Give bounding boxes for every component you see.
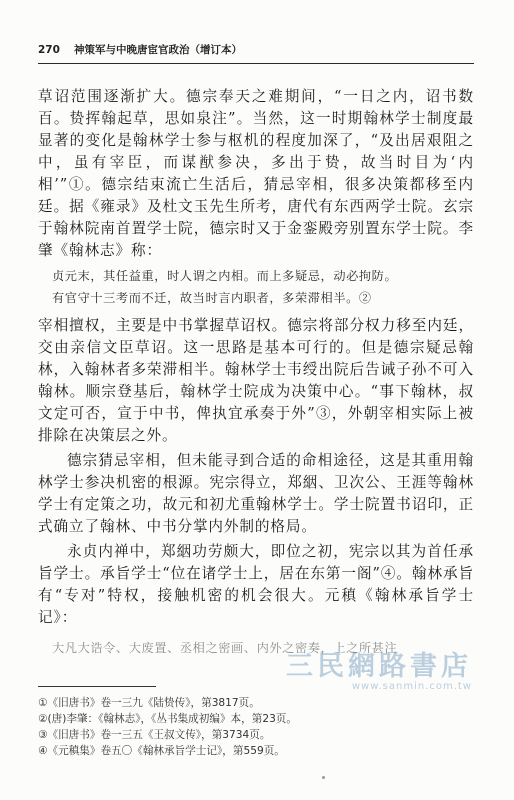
main-text [38, 86, 474, 659]
footnotes [38, 695, 474, 759]
bookstore-watermark [286, 644, 472, 692]
running-header [38, 42, 478, 57]
header-rule [38, 63, 474, 64]
print-speck [322, 776, 325, 779]
page-number: 270 [38, 44, 60, 56]
paragraph-4: 永贞内禅中，郑絪功劳颇大，即位之初，宪宗以其为首任承旨学士。承旨学士“位在诸学士上，居在东第一阁”④。翰林承旨有“专对”特权，接触机密的机会很大。元稹《翰林承旨学士记》： [38, 543, 474, 626]
watermark-url: www.sanmin.com.tw [351, 681, 472, 692]
footnote-divider [38, 686, 156, 687]
paragraph-1: 草诏范围逐渐扩大。德宗奉天之难期间，“一日之内，诏书数百。贽挥翰起草，思如泉注”。当然，这一时期翰林学士制度最显著的变化是翰林学士参与枢机的程度加深了，“及出居艰阻之中，虽有宰臣，而谋猷参决，多出于贽，故当时目为‘内相’”①。德宗结束流亡生活后，猜忌宰相，很多决策都移至内廷。据《雍录》及杜文玉先生所考，唐代有东西两学士院。玄宗于翰林院南首置学士院，德宗时又于金銮殿旁别置东学士院。李肇《翰林志》称： [38, 88, 474, 259]
footnote-3: ③《旧唐书》卷一三五《王叔文传》，第3734页。 [38, 729, 271, 741]
footnote-2: ②(唐)李肇：《翰林志》，《丛书集成初编》本，第23页。 [38, 713, 297, 725]
paragraph-2: 宰相擅权，主要是中书掌握草诏权。德宗将部分权力移至内廷，交由亲信文臣草诏。这一思路是基本可行的。但是德宗疑忌翰林，入翰林者多荣滞相半。翰林学士韦绶出院后告诫子孙不可入翰林。顺宗登基后，翰林学士院成为决策中心。“事下翰林，叔文定可否，宣于中书，俾执宜承奏于外”③，外朝宰相实际上被排除在决策层之外。 [38, 317, 474, 444]
watermark-logo-text: 三民網路書店 [286, 651, 472, 682]
footnote-4: ④《元稹集》卷五〇《翰林承旨学士记》，第559页。 [38, 745, 285, 757]
paragraph-3: 德宗猜忌宰相，但未能寻到合适的命相途径，这是其重用翰林学士参决机密的根源。宪宗得立，郑絪、卫次公、王涯等翰林学士有定策之功，故元和初尤重翰林学士。学士院置书诏印，正式确立了翰林、中书分掌内外制的格局。 [38, 452, 474, 535]
book-title: 神策军与中晚唐宦官政治（增订本） [74, 44, 242, 56]
block-quote-1: 贞元末，其任益重，时人谓之内相。而上多疑忌，动必拘防。 有官守十三考而不迁，故当时言内职者，多荣滞相半。② [52, 269, 398, 305]
block-quote-2: 大凡大诰令、大废置、丞相之密画、内外之密奏，上之所甚注 [52, 641, 398, 655]
footnote-1: ①《旧唐书》卷一三九《陆贽传》，第3817页。 [38, 697, 260, 709]
